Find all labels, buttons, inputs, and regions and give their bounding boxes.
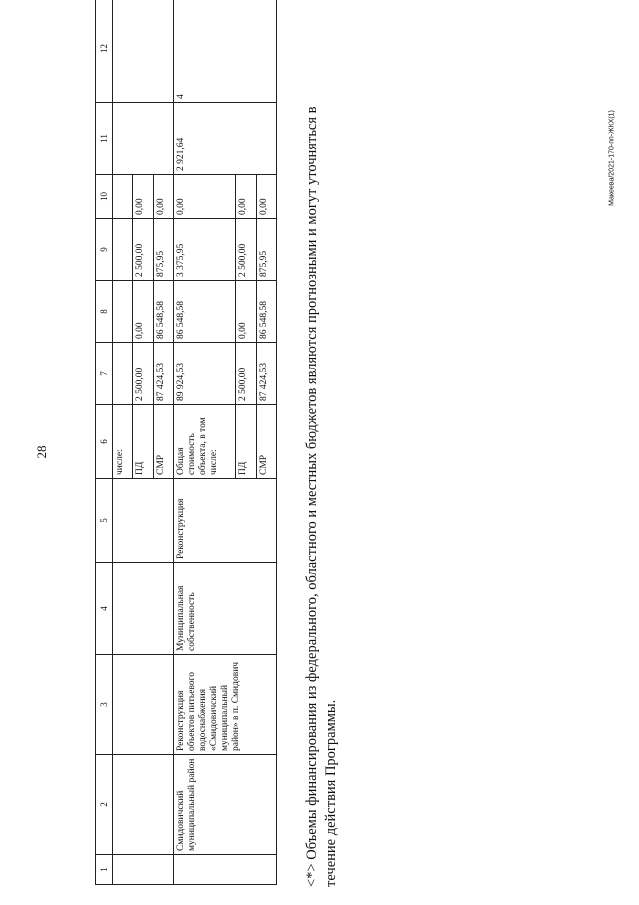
table-cell: 87 424,53 — [256, 343, 276, 405]
table-cell: 3 375,95 — [174, 219, 236, 281]
header-cell: 1 — [96, 855, 113, 885]
table-cell: 86 548,58 — [174, 281, 236, 343]
table-cell: 2 500,00 — [133, 219, 153, 281]
ownership-cell: Муниципальная собственность — [174, 563, 277, 655]
header-cell: 11 — [96, 103, 113, 175]
table-cell — [113, 563, 174, 655]
header-cell: 7 — [96, 343, 113, 405]
table-cell: 0,00 — [174, 175, 236, 219]
header-cell: 5 — [96, 479, 113, 563]
footnote: <*> Объемы финансирования из федерального, областного и местных бюджетов являются прогнозными и могут уточняться в течение действия Программы. — [304, 106, 339, 887]
table-cell: 87 424,53 — [153, 343, 173, 405]
table-cell — [113, 343, 133, 405]
table-cell: 2 500,00 — [236, 219, 256, 281]
header-cell: 3 — [96, 655, 113, 755]
header-cell: 4 — [96, 563, 113, 655]
table-cell — [174, 855, 277, 885]
table-cell: 2 500,00 — [236, 343, 256, 405]
table-cell: 4 — [174, 0, 277, 103]
document-stamp: Макеева/2021-170-пп-ЖКХ(1) — [608, 110, 616, 206]
table-cell — [113, 219, 133, 281]
work-type-cell: Реконструкция — [174, 479, 277, 563]
budget-table-wrapper — [95, 44, 277, 885]
table-cell: 0,00 — [133, 175, 153, 219]
table-cell: 2 921,64 — [174, 103, 277, 175]
table-cell: ПД — [236, 405, 256, 479]
page-number: 28 — [34, 445, 49, 459]
object-name-cell: Реконструкция объектов питьевого водоснабжения «Смидовичский муниципальный район» в п. Смидович — [174, 655, 277, 755]
table-cell: 0,00 — [236, 281, 256, 343]
table-cell: 0,00 — [153, 175, 173, 219]
table-cell — [113, 655, 174, 755]
table-cell — [113, 175, 133, 219]
table-cell: 86 548,58 — [153, 281, 173, 343]
header-cell: 8 — [96, 281, 113, 343]
table-row — [113, 0, 133, 885]
table-cell: Общая стоимость объекта, в том числе: — [174, 405, 236, 479]
header-cell: 6 — [96, 405, 113, 479]
table-cell — [113, 855, 174, 885]
table-cell — [113, 0, 174, 103]
table-cell — [113, 479, 174, 563]
table-cell: 86 548,58 — [256, 281, 276, 343]
header-cell: 10 — [96, 175, 113, 219]
header-cell: 2 — [96, 755, 113, 855]
budget-table — [95, 0, 277, 885]
table-cell: 0,00 — [133, 281, 153, 343]
table-cell — [113, 755, 174, 855]
table-cell — [113, 281, 133, 343]
table-cell: 2 500,00 — [133, 343, 153, 405]
table-cell — [113, 103, 174, 175]
table-header-row — [96, 0, 113, 885]
header-cell: 12 — [96, 0, 113, 103]
table-cell: 875,95 — [256, 219, 276, 281]
table-cell: 0,00 — [256, 175, 276, 219]
table-cell: 875,95 — [153, 219, 173, 281]
header-cell: 9 — [96, 219, 113, 281]
table-cell: 0,00 — [236, 175, 256, 219]
table-cell: числе: — [113, 405, 133, 479]
table-cell: СМР — [153, 405, 173, 479]
table-cell: 89 924,53 — [174, 343, 236, 405]
municipality-cell: Смидовичский муниципальный район — [174, 755, 277, 855]
table-row — [174, 0, 236, 885]
table-cell: ПД — [133, 405, 153, 479]
table-cell: СМР — [256, 405, 276, 479]
